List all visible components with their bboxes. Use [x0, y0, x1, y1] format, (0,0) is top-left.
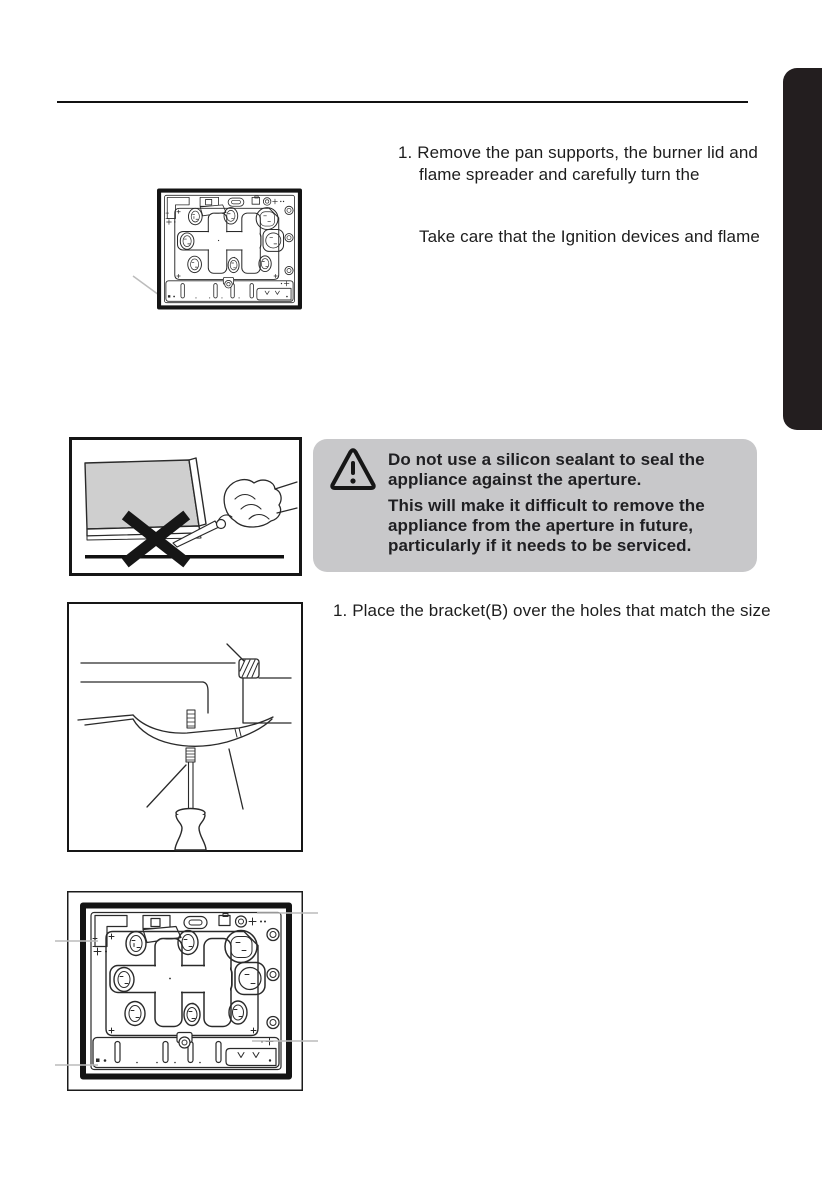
sealing-tape — [239, 659, 259, 678]
section-side-tab — [783, 68, 822, 430]
header-divider — [57, 101, 748, 103]
figure-cooktop-underside-top — [131, 188, 302, 310]
figure-cooktop-underside-bottom — [52, 891, 318, 1091]
figure-no-sealant — [69, 437, 302, 576]
warning-line-2: appliance against the aperture. — [388, 470, 642, 489]
warning-line-3: This will make it difficult to remove the — [388, 496, 705, 515]
step-bracket-text: 1. Place the bracket(B) over the holes that match the size — [333, 601, 771, 620]
step-remove-line2: flame spreader and carefully turn the — [419, 165, 700, 184]
step-remove-number: 1. — [398, 143, 413, 162]
warning-line-4: appliance from the aperture in future, — [388, 516, 694, 535]
leader-line — [133, 276, 159, 295]
step-remove-note: Take care that the Ignition devices and flame — [419, 227, 760, 246]
warning-line-5: particularly if it needs to be serviced. — [388, 536, 692, 555]
figure-bracket-screwdriver — [67, 602, 303, 852]
warning-triangle-icon — [329, 448, 377, 492]
step-remove-line1: 1. Remove the pan supports, the burner lid and — [398, 143, 758, 162]
warning-line-1: Do not use a silicon sealant to seal the — [388, 450, 705, 469]
